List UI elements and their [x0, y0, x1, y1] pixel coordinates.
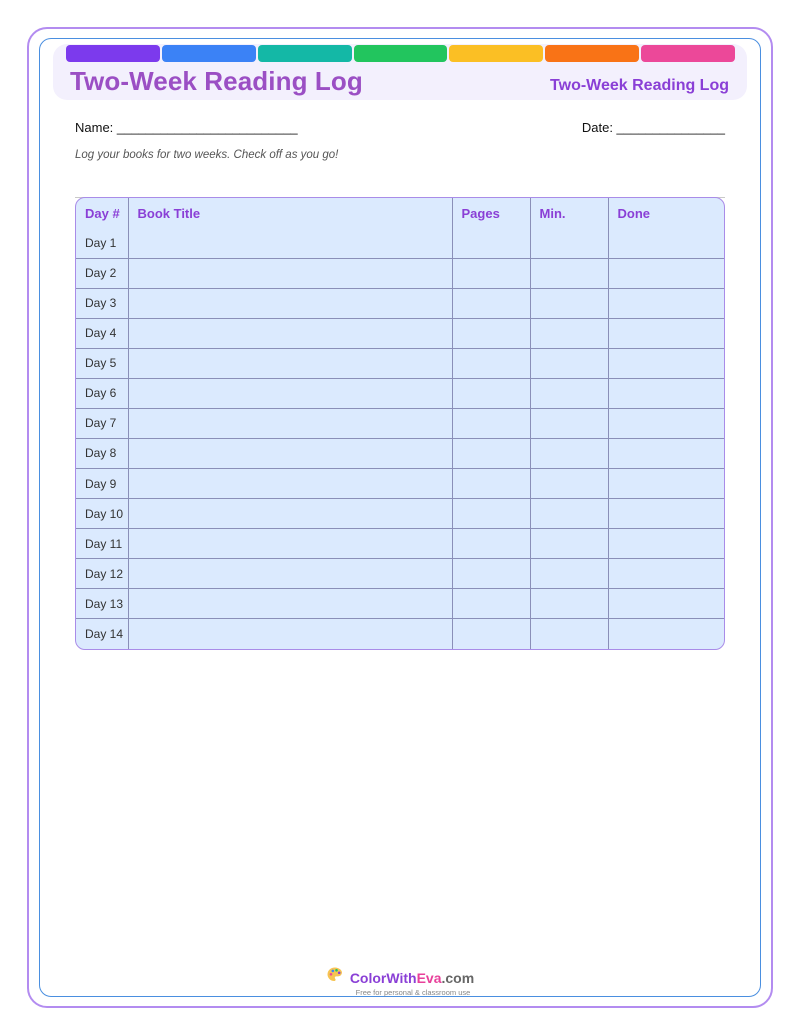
date-field[interactable]: Date: _______________: [581, 120, 725, 135]
done-cell[interactable]: [608, 469, 724, 499]
instructions-text: Log your books for two weeks. Check off as you go!: [75, 149, 339, 161]
book-title-cell[interactable]: [128, 559, 452, 589]
done-cell[interactable]: [608, 559, 724, 589]
day-cell: Day 12: [76, 559, 128, 589]
strip-segment: [66, 45, 160, 62]
header-day: Day #: [76, 198, 128, 228]
pages-cell[interactable]: [452, 619, 530, 649]
brand-part-eva: Eva: [416, 969, 442, 986]
day-cell: Day 14: [76, 619, 128, 649]
header-book-title: Book Title: [128, 198, 452, 228]
table-row: [76, 288, 724, 318]
pages-cell[interactable]: [452, 378, 530, 408]
minutes-cell[interactable]: [530, 258, 608, 288]
minutes-cell[interactable]: [530, 318, 608, 348]
table-body: [76, 228, 724, 649]
day-cell: Day 10: [76, 499, 128, 529]
strip-segment: [258, 45, 352, 62]
brand-row: [326, 966, 474, 989]
strip-segment: [545, 45, 639, 62]
pages-cell[interactable]: [452, 438, 530, 468]
book-title-cell[interactable]: [128, 408, 452, 438]
day-cell: Day 5: [76, 348, 128, 378]
book-title-cell[interactable]: [128, 318, 452, 348]
pages-cell[interactable]: [452, 559, 530, 589]
book-title-cell[interactable]: [128, 288, 452, 318]
book-title-cell[interactable]: [128, 378, 452, 408]
minutes-cell[interactable]: [530, 378, 608, 408]
minutes-cell[interactable]: [530, 408, 608, 438]
strip-segment: [354, 45, 448, 62]
log-table-grid: [76, 198, 724, 649]
minutes-cell[interactable]: [530, 348, 608, 378]
book-title-cell[interactable]: [128, 499, 452, 529]
day-cell: Day 7: [76, 408, 128, 438]
book-title-cell[interactable]: [128, 619, 452, 649]
header-side-title: Two-Week Reading Log: [550, 77, 729, 94]
minutes-cell[interactable]: [530, 589, 608, 619]
day-cell: Day 4: [76, 318, 128, 348]
page-title: Two-Week Reading Log: [70, 66, 363, 96]
done-cell[interactable]: [608, 378, 724, 408]
pages-cell[interactable]: [452, 589, 530, 619]
done-cell[interactable]: [608, 318, 724, 348]
table-row: [76, 529, 724, 559]
pages-cell[interactable]: [452, 529, 530, 559]
table-row: [76, 469, 724, 499]
minutes-cell[interactable]: [530, 288, 608, 318]
footer: [0, 966, 800, 997]
done-cell[interactable]: [608, 499, 724, 529]
book-title-cell[interactable]: [128, 438, 452, 468]
day-cell: Day 13: [76, 589, 128, 619]
book-title-cell[interactable]: [128, 258, 452, 288]
pages-cell[interactable]: [452, 499, 530, 529]
table-row: [76, 438, 724, 468]
table-row: [76, 559, 724, 589]
day-cell: Day 2: [76, 258, 128, 288]
book-title-cell[interactable]: [128, 589, 452, 619]
reading-log-table: [75, 197, 725, 650]
minutes-cell[interactable]: [530, 559, 608, 589]
table-row: [76, 619, 724, 649]
brand-logo-text: [350, 970, 474, 986]
done-cell[interactable]: [608, 438, 724, 468]
pages-cell[interactable]: [452, 318, 530, 348]
table-header-row: [76, 198, 724, 228]
footer-tagline: Free for personal & classroom use: [355, 988, 471, 997]
palette-icon: [326, 966, 344, 989]
minutes-cell[interactable]: [530, 619, 608, 649]
minutes-cell[interactable]: [530, 469, 608, 499]
minutes-cell[interactable]: [530, 529, 608, 559]
minutes-cell[interactable]: [530, 438, 608, 468]
minutes-cell[interactable]: [530, 499, 608, 529]
book-title-cell[interactable]: [128, 529, 452, 559]
done-cell[interactable]: [608, 529, 724, 559]
day-cell: Day 1: [76, 228, 128, 258]
done-cell[interactable]: [608, 288, 724, 318]
brand-part-com: .com: [441, 969, 475, 986]
header-done: Done: [608, 198, 724, 228]
table-row: [76, 589, 724, 619]
day-cell: Day 3: [76, 288, 128, 318]
table-row: [76, 258, 724, 288]
day-cell: Day 9: [76, 469, 128, 499]
brand-part-color: Color: [349, 969, 387, 986]
header-minutes: Min.: [530, 198, 608, 228]
day-cell: Day 8: [76, 438, 128, 468]
table-row: [76, 499, 724, 529]
name-field[interactable]: Name: _________________________: [75, 120, 298, 135]
pages-cell[interactable]: [452, 348, 530, 378]
book-title-cell[interactable]: [128, 228, 452, 258]
rainbow-strip: [66, 45, 735, 62]
day-cell: Day 6: [76, 378, 128, 408]
table-row: [76, 348, 724, 378]
minutes-cell[interactable]: [530, 228, 608, 258]
pages-cell[interactable]: [452, 228, 530, 258]
table-row: [76, 228, 724, 258]
done-cell[interactable]: [608, 619, 724, 649]
done-cell[interactable]: [608, 348, 724, 378]
strip-segment: [162, 45, 256, 62]
strip-segment: [641, 45, 735, 62]
brand-part-with: With: [386, 969, 417, 986]
pages-cell[interactable]: [452, 408, 530, 438]
done-cell[interactable]: [608, 589, 724, 619]
table-row: [76, 378, 724, 408]
done-cell[interactable]: [608, 408, 724, 438]
book-title-cell[interactable]: [128, 348, 452, 378]
pages-cell[interactable]: [452, 258, 530, 288]
pages-cell[interactable]: [452, 469, 530, 499]
done-cell[interactable]: [608, 258, 724, 288]
header-pages: Pages: [452, 198, 530, 228]
table-row: [76, 408, 724, 438]
table-row: [76, 318, 724, 348]
strip-segment: [449, 45, 543, 62]
day-cell: Day 11: [76, 529, 128, 559]
done-cell[interactable]: [608, 228, 724, 258]
book-title-cell[interactable]: [128, 469, 452, 499]
pages-cell[interactable]: [452, 288, 530, 318]
